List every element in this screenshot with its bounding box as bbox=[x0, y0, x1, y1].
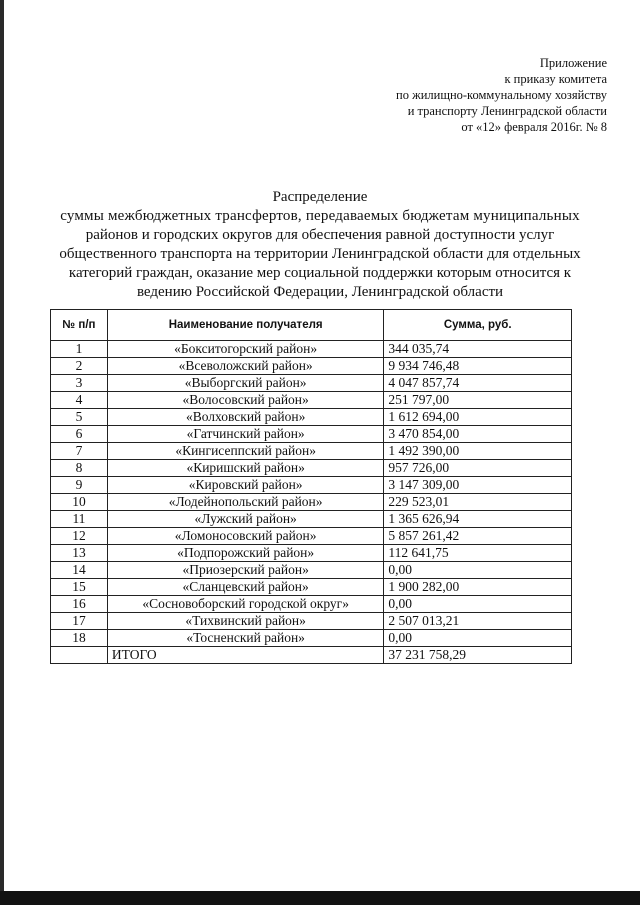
amount: 229 523,01 bbox=[384, 494, 572, 511]
recipient-name: «Тосненский район» bbox=[107, 630, 384, 647]
table-row bbox=[51, 528, 572, 545]
heading-line: районов и городских округов для обеспечения равной доступности услуг bbox=[85, 227, 555, 243]
row-number: 6 bbox=[51, 426, 108, 443]
row-number: 2 bbox=[51, 358, 108, 375]
row-number: 3 bbox=[51, 375, 108, 392]
row-number: 8 bbox=[51, 460, 108, 477]
amount: 2 507 013,21 bbox=[384, 613, 572, 630]
table-row bbox=[51, 511, 572, 528]
table-row bbox=[51, 443, 572, 460]
amount: 251 797,00 bbox=[384, 392, 572, 409]
recipient-name: «Ломоносовский район» bbox=[107, 528, 384, 545]
annex-line: Приложение bbox=[539, 56, 607, 70]
recipient-name: «Кировский район» bbox=[107, 477, 384, 494]
annex-line: по жилищно-коммунальному хозяйству bbox=[396, 88, 607, 102]
recipient-name: «Гатчинский район» bbox=[107, 426, 384, 443]
annex-line: к приказу комитета bbox=[504, 72, 607, 86]
scan-edge-left bbox=[0, 0, 4, 905]
heading-line: общественного транспорта на территории Ленинградской области для отдельных bbox=[59, 246, 581, 262]
annex-line: от «12» февраля 2016г. № 8 bbox=[461, 120, 607, 134]
amount: 1 492 390,00 bbox=[384, 443, 572, 460]
amount: 0,00 bbox=[384, 596, 572, 613]
table-row bbox=[51, 630, 572, 647]
recipient-name: «Волосовский район» bbox=[107, 392, 384, 409]
recipient-name: «Всеволожский район» bbox=[107, 358, 384, 375]
recipient-name: «Лодейнопольский район» bbox=[107, 494, 384, 511]
total-sum: 37 231 758,29 bbox=[384, 647, 572, 664]
table-body bbox=[51, 341, 572, 647]
row-number: 9 bbox=[51, 477, 108, 494]
recipient-name: «Подпорожский район» bbox=[107, 545, 384, 562]
recipient-name: «Тихвинский район» bbox=[107, 613, 384, 630]
amount: 9 934 746,48 bbox=[384, 358, 572, 375]
scan-edge-bottom bbox=[0, 891, 640, 905]
header-sum: Сумма, руб. bbox=[384, 310, 572, 341]
table-row bbox=[51, 494, 572, 511]
row-number: 13 bbox=[51, 545, 108, 562]
recipient-name: «Бокситогорский район» bbox=[107, 341, 384, 358]
row-number: 10 bbox=[51, 494, 108, 511]
row-number: 1 bbox=[51, 341, 108, 358]
row-number: 12 bbox=[51, 528, 108, 545]
table-row bbox=[51, 562, 572, 579]
recipient-name: «Лужский район» bbox=[107, 511, 384, 528]
table-row bbox=[51, 409, 572, 426]
total-label: ИТОГО bbox=[107, 647, 384, 664]
row-number: 16 bbox=[51, 596, 108, 613]
amount: 3 470 854,00 bbox=[384, 426, 572, 443]
row-number: 15 bbox=[51, 579, 108, 596]
table-row bbox=[51, 545, 572, 562]
amount: 3 147 309,00 bbox=[384, 477, 572, 494]
annex-header bbox=[396, 55, 607, 135]
table-row bbox=[51, 477, 572, 494]
header-num: № п/п bbox=[51, 310, 108, 341]
row-number: 4 bbox=[51, 392, 108, 409]
table-row bbox=[51, 579, 572, 596]
heading-line: категорий граждан, оказание мер социальной поддержки которым относится к bbox=[68, 265, 572, 281]
amount: 344 035,74 bbox=[384, 341, 572, 358]
heading-line: ведению Российской Федерации, Ленинградской области bbox=[136, 284, 504, 300]
heading-line: суммы межбюджетных трансфертов, передаваемых бюджетам муниципальных bbox=[60, 208, 580, 224]
amount: 5 857 261,42 bbox=[384, 528, 572, 545]
table-row bbox=[51, 596, 572, 613]
recipient-name: «Приозерский район» bbox=[107, 562, 384, 579]
amount: 1 612 694,00 bbox=[384, 409, 572, 426]
amount: 112 641,75 bbox=[384, 545, 572, 562]
amount: 1 365 626,94 bbox=[384, 511, 572, 528]
recipient-name: «Сланцевский район» bbox=[107, 579, 384, 596]
distribution-table bbox=[50, 309, 572, 664]
recipient-name: «Сосновоборский городской округ» bbox=[107, 596, 384, 613]
table-header-row bbox=[51, 310, 572, 341]
recipient-name: «Кингисеппский район» bbox=[107, 443, 384, 460]
amount: 0,00 bbox=[384, 630, 572, 647]
row-number: 18 bbox=[51, 630, 108, 647]
recipient-name: «Выборгский район» bbox=[107, 375, 384, 392]
row-number: 11 bbox=[51, 511, 108, 528]
total-num-cell bbox=[51, 647, 108, 664]
amount: 4 047 857,74 bbox=[384, 375, 572, 392]
table-row bbox=[51, 358, 572, 375]
recipient-name: «Волховский район» bbox=[107, 409, 384, 426]
amount: 0,00 bbox=[384, 562, 572, 579]
annex-line: и транспорту Ленинградской области bbox=[407, 104, 607, 118]
amount: 1 900 282,00 bbox=[384, 579, 572, 596]
amount: 957 726,00 bbox=[384, 460, 572, 477]
table-row bbox=[51, 375, 572, 392]
row-number: 14 bbox=[51, 562, 108, 579]
table-row bbox=[51, 460, 572, 477]
row-number: 17 bbox=[51, 613, 108, 630]
table-row bbox=[51, 341, 572, 358]
table-row bbox=[51, 613, 572, 630]
row-number: 5 bbox=[51, 409, 108, 426]
recipient-name: «Киришский район» bbox=[107, 460, 384, 477]
table-row bbox=[51, 392, 572, 409]
row-number: 7 bbox=[51, 443, 108, 460]
total-row bbox=[51, 647, 572, 664]
header-name: Наименование получателя bbox=[107, 310, 384, 341]
document-heading bbox=[40, 188, 600, 302]
table-row bbox=[51, 426, 572, 443]
document-title: Распределение bbox=[272, 189, 368, 205]
